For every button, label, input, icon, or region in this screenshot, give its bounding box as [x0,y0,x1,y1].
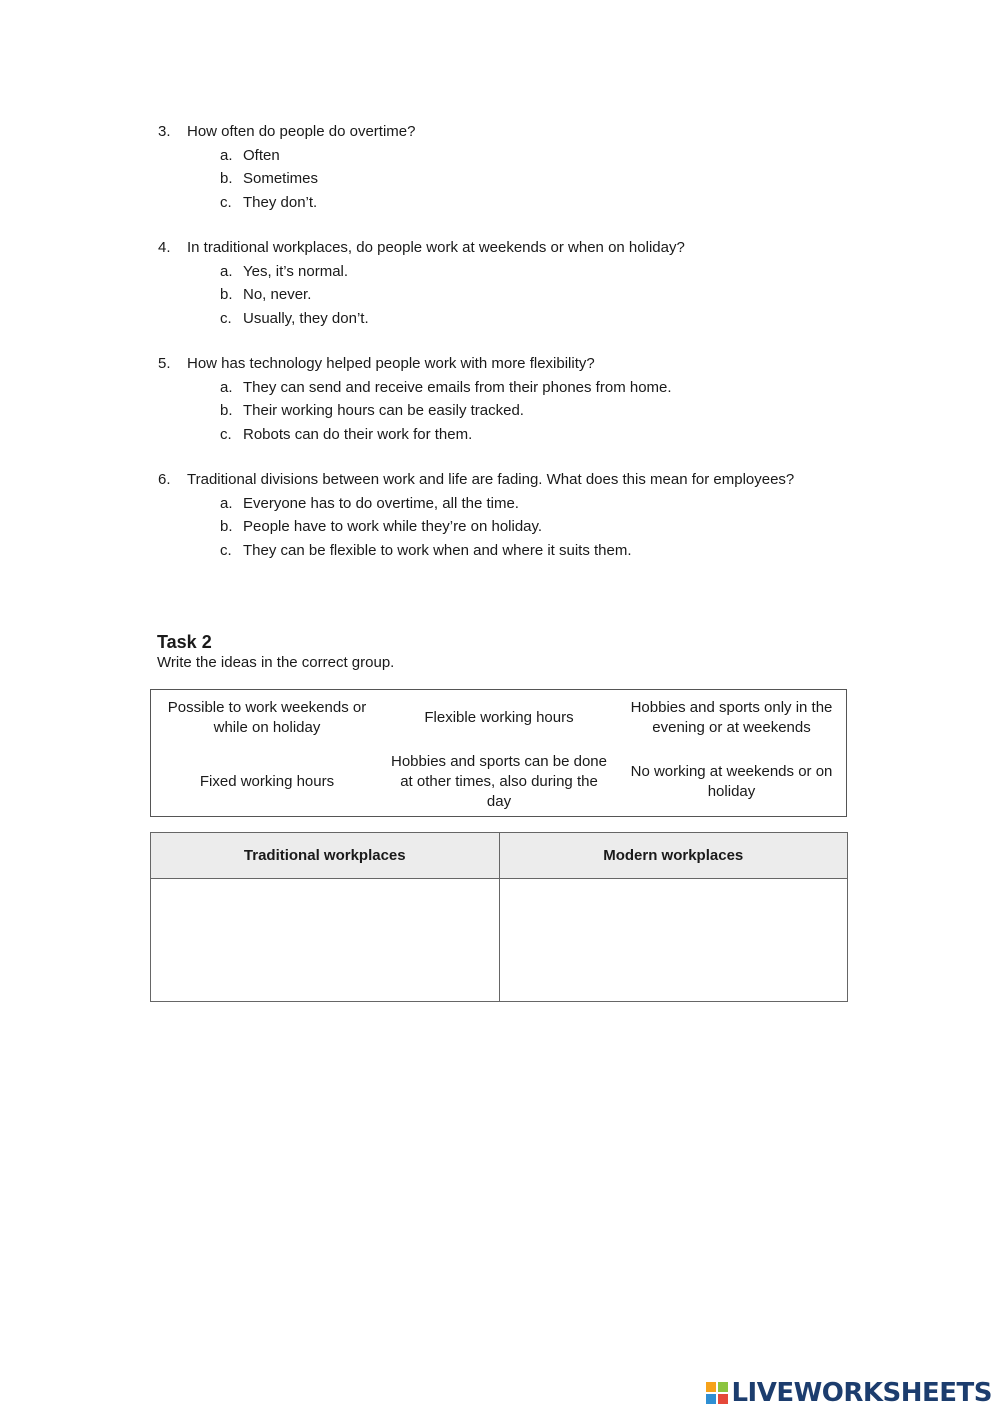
logo-mark-icon [706,1382,728,1404]
questions-section [158,120,878,584]
modern-header: Modern workplaces [499,833,848,879]
option-a[interactable]: a. Often [220,146,280,164]
sorting-table [150,832,848,1002]
question-number: 6. [158,471,171,488]
option-a[interactable]: a. They can send and receive emails from their phones from home. [220,378,672,396]
question-text: In traditional workplaces, do people work at weekends or when on holiday? [187,239,685,256]
question-6 [158,468,878,562]
option-c[interactable]: c. Usually, they don’t. [220,309,369,327]
task-2-title: Task 2 [157,632,212,652]
traditional-drop-zone[interactable] [151,879,500,1002]
task-2-instruction: Write the ideas in the correct group. [157,654,395,671]
option-b[interactable]: b. Sometimes [220,170,319,187]
traditional-header: Traditional workplaces [151,833,500,879]
question-4 [158,236,878,330]
question-text: Traditional divisions between work and life are fading. What does this mean for employees? [187,471,795,488]
question-3 [158,120,878,214]
question-5 [158,352,878,446]
option-b[interactable]: b. People have to work while they’re on holiday. [220,518,543,535]
question-number: 4. [158,239,171,256]
option-b[interactable]: b. Their working hours can be easily tracked. [220,402,524,419]
options-list [158,260,878,331]
question-text: How has technology helped people work with more flexibility? [187,355,595,372]
option-a[interactable]: a. Yes, it’s normal. [220,262,349,280]
liveworksheets-logo [706,1378,992,1408]
option-c[interactable]: c. They can be flexible to work when and where it suits them. [220,541,632,559]
idea-item[interactable]: Hobbies and sports only in the evening or at weekends [630,699,833,736]
idea-item[interactable]: No working at weekends or on holiday [630,763,833,800]
option-c[interactable]: c. Robots can do their work for them. [220,425,473,443]
ideas-box [150,689,847,817]
logo-text: LIVEWORKSHEETS [731,1378,992,1408]
idea-item[interactable]: Flexible working hours [424,709,574,726]
question-text: How often do people do overtime? [187,123,416,140]
option-a[interactable]: a. Everyone has to do overtime, all the time. [220,494,519,512]
options-list [158,492,878,563]
options-list [158,144,878,215]
modern-drop-zone[interactable] [499,879,848,1002]
option-c[interactable]: c. They don’t. [220,193,318,211]
options-list [158,376,878,447]
idea-item[interactable]: Hobbies and sports can be done at other times, also during the day [391,753,607,810]
question-number: 5. [158,355,171,372]
option-b[interactable]: b. No, never. [220,286,312,303]
question-number: 3. [158,123,171,140]
idea-item[interactable]: Fixed working hours [199,773,335,790]
idea-item[interactable]: Possible to work weekends or while on holiday [167,699,367,736]
